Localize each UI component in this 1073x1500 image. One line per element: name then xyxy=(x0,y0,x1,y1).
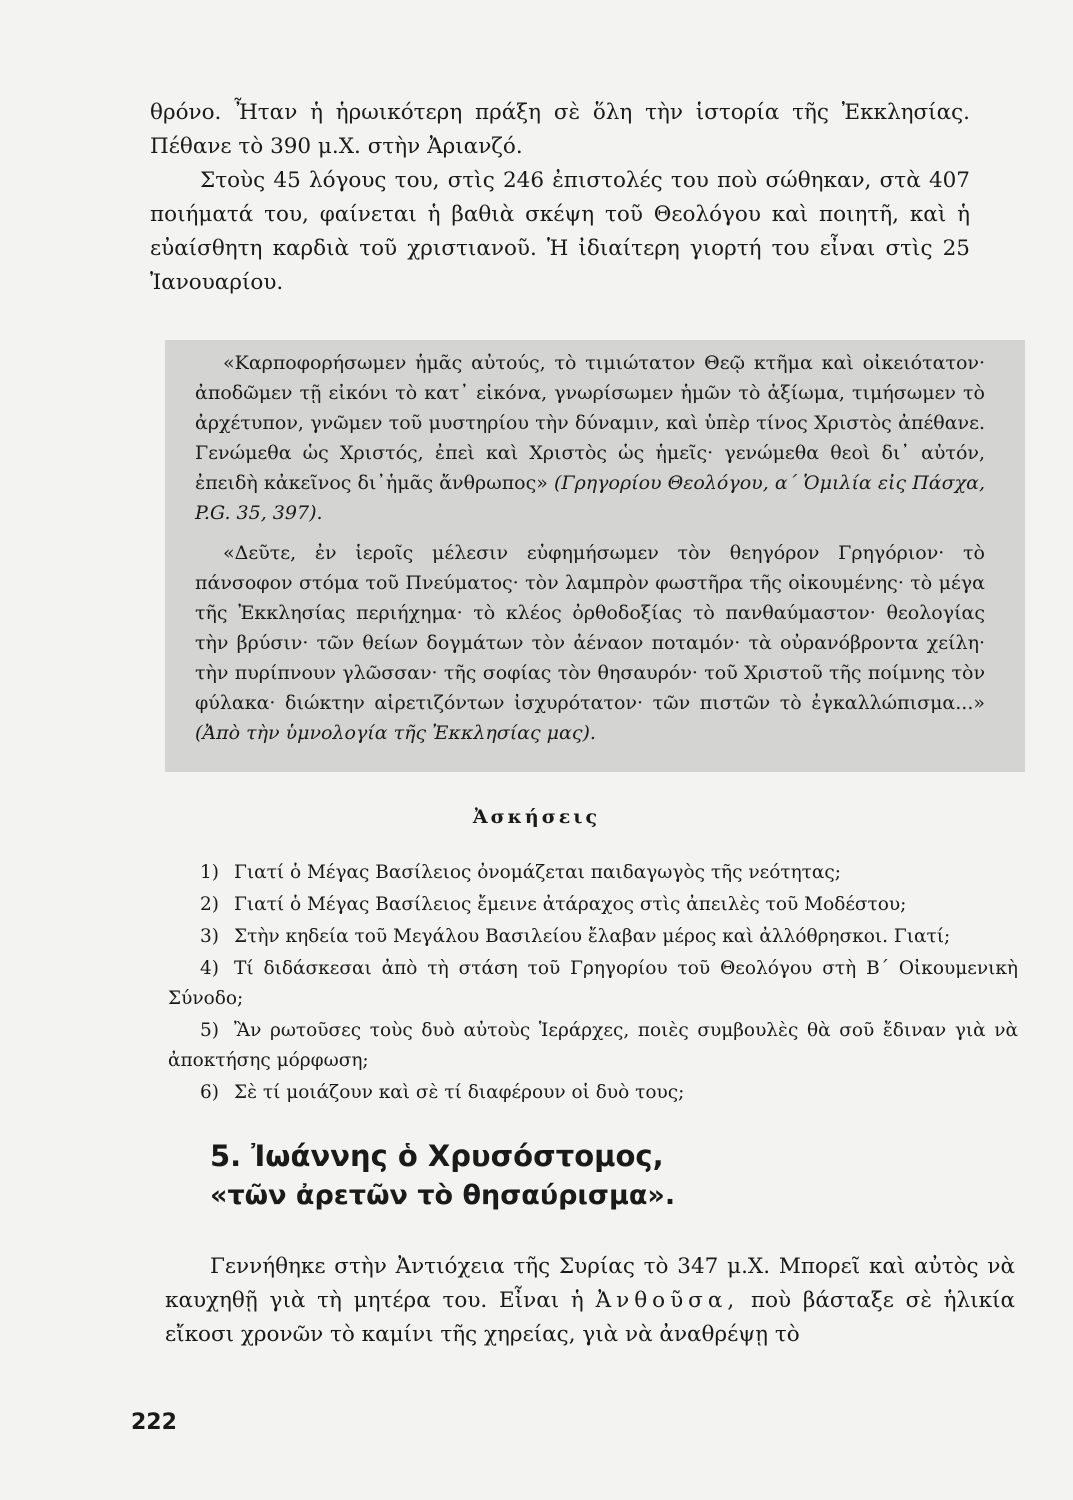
exercise-number: 2) xyxy=(200,894,219,915)
intro-text xyxy=(150,96,970,300)
quote-1-text: «Καρποφορήσωμεν ἡμᾶς αὐτούς, τὸ τιμιώτατον Θεῷ κτῆμα καὶ οἰκειότατον· ἀποδῶμεν τῇ εἰκόνι τὸ κατ᾿ εἰκόνα, γνωρίσωμεν ἡμῶν τὸ ἀξίωμα, τιμήσωμεν τὸ ἀρχέτυπον, γνῶμεν τοῦ μυστηρίου τὴν δύναμιν, καὶ ὑπὲρ τίνος Χριστὸς ἀπέθανε. Γενώμεθα ὡς Χριστός, ἐπεὶ καὶ Χριστὸς ὡς ἡμεῖς· γενώμεθα θεοὶ δι᾿ αὐτόν, ἐπειδὴ κἀκεῖνος δι᾿ἡμᾶς ἄνθρωπος» xyxy=(195,352,985,494)
body-text-end: ποὺ βάσταξε σὲ ἡλικία εἴκοσι χρονῶν τὸ καμίνι τῆς χηρείας, γιὰ νὰ ἀναθρέψῃ τὸ xyxy=(165,1288,1015,1347)
quote-2-text: «Δεῦτε, ἐν ἱεροῖς μέλεσιν εὐφημήσωμεν τὸν θεηγόρον Γρηγόριον· τὸ πάνσοφον στόμα τοῦ Πνεύματος· τὸν λαμπρὸν φωστῆρα τῆς οἰκουμένης· τὸ μέγα τῆς Ἐκκλησίας περιήχημα· τὸ κλέος ὀρθοδοξίας τὸ πανθαύμαστον· θεολογίας τὴν βρύσιν· τῶν θείων δογμάτων τὸν ἀέναον ποταμόν· τὰ οὐρανόβροντα χείλη· τὴν πυρίπνουν γλῶσσαν· τῆς σοφίας τὸν θησαυρόν· τοῦ Χριστοῦ τῆς ποίμνης τὸν φύλακα· διώκτην αἱρετιζόντων ἰσχυρότατον· τῶν πιστῶν τὸ ἐγκαλλώπισμα...» xyxy=(195,542,985,714)
page-number: 222 xyxy=(131,1410,177,1435)
exercise-number: 3) xyxy=(200,926,219,947)
quote-1 xyxy=(195,348,985,528)
intro-paragraph-2: Στοὺς 45 λόγους του, στὶς 246 ἐπιστολές του ποὺ σώθηκαν, στὰ 407 ποιήματά του, φαίνεται ἡ βαθιὰ σκέψη τοῦ Θεολόγου καὶ ποιητῆ, καὶ ἡ εὐαίσθητη καρδιὰ τοῦ χριστιανοῦ. Ἡ ἰδιαίτερη γιορτή του εἶναι στὶς 25 Ἰανουαρίου. xyxy=(150,168,970,295)
exercise-number: 1) xyxy=(200,862,219,883)
quote-1-citation: (Γρηγορίου Θεολόγου, α´ Ὁμιλία εἰς Πάσχα, P.G. 35, 397). xyxy=(195,472,985,524)
exercises-list xyxy=(168,858,1018,1110)
quote-2-citation: (Ἀπὸ τὴν ὑμνολογία τῆς Ἐκκλησίας μας). xyxy=(195,722,596,744)
exercise-item xyxy=(168,1078,1018,1108)
exercise-number: 5) xyxy=(200,1020,219,1041)
quotes-block xyxy=(195,348,985,758)
section-title-line-1: 5. Ἰωάννης ὁ Χρυσόστομος, xyxy=(210,1139,664,1173)
body-name-emphasis: Ἀνθοῦσα, xyxy=(595,1288,740,1313)
exercise-text: Γιατί ὁ Μέγας Βασίλειος ὀνομάζεται παιδαγωγὸς τῆς νεότητας; xyxy=(234,862,841,883)
section-body-paragraph xyxy=(165,1250,1015,1352)
intro-paragraph-1: θρόνο. Ἦταν ἡ ἡρωικότερη πράξη σὲ ὅλη τὴν ἱστορία τῆς Ἐκκλησίας. Πέθανε τὸ 390 μ.Χ. στὴν Ἀριανζό. xyxy=(150,100,970,159)
exercise-item xyxy=(168,1016,1018,1076)
exercise-text: Γιατί ὁ Μέγας Βασίλειος ἔμεινε ἀτάραχος στὶς ἀπειλὲς τοῦ Μοδέστου; xyxy=(234,894,907,915)
exercise-item xyxy=(168,922,1018,952)
body-text-start: Γεννήθηκε στὴν Ἀντιόχεια τῆς Συρίας τὸ 347 μ.Χ. Μπορεῖ καὶ αὐτὸς νὰ καυχηθῇ γιὰ τὴ μητέρα του. Εἶναι ἡ xyxy=(165,1254,1015,1313)
exercise-text: Ἂν ρωτοῦσες τοὺς δυὸ αὐτοὺς Ἱεράρχες, ποιὲς συμβουλὲς θὰ σοῦ ἔδιναν γιὰ νὰ ἀποκτήσης μόρφωση; xyxy=(168,1020,1018,1071)
exercise-text: Σὲ τί μοιάζουν καὶ σὲ τί διαφέρουν οἱ δυὸ τους; xyxy=(234,1082,685,1103)
exercise-number: 6) xyxy=(200,1082,219,1103)
section-title xyxy=(210,1136,910,1216)
section-title-line-2: «τῶν ἀρετῶν τὸ θησαύρισμα». xyxy=(210,1180,676,1211)
quote-2 xyxy=(195,538,985,748)
exercise-item xyxy=(168,890,1018,920)
exercise-text: Τί διδάσκεσαι ἀπὸ τὴ στάση τοῦ Γρηγορίου τοῦ Θεολόγου στὴ Β´ Οἰκουμενικὴ Σύνοδο; xyxy=(168,958,1018,1009)
exercise-item xyxy=(168,858,1018,888)
exercises-heading: Ἀσκήσεις xyxy=(472,806,601,828)
exercise-item xyxy=(168,954,1018,1014)
exercise-text: Στὴν κηδεία τοῦ Μεγάλου Βασιλείου ἔλαβαν μέρος καὶ ἀλλόθρησκοι. Γιατί; xyxy=(234,926,951,947)
exercise-number: 4) xyxy=(200,958,219,979)
